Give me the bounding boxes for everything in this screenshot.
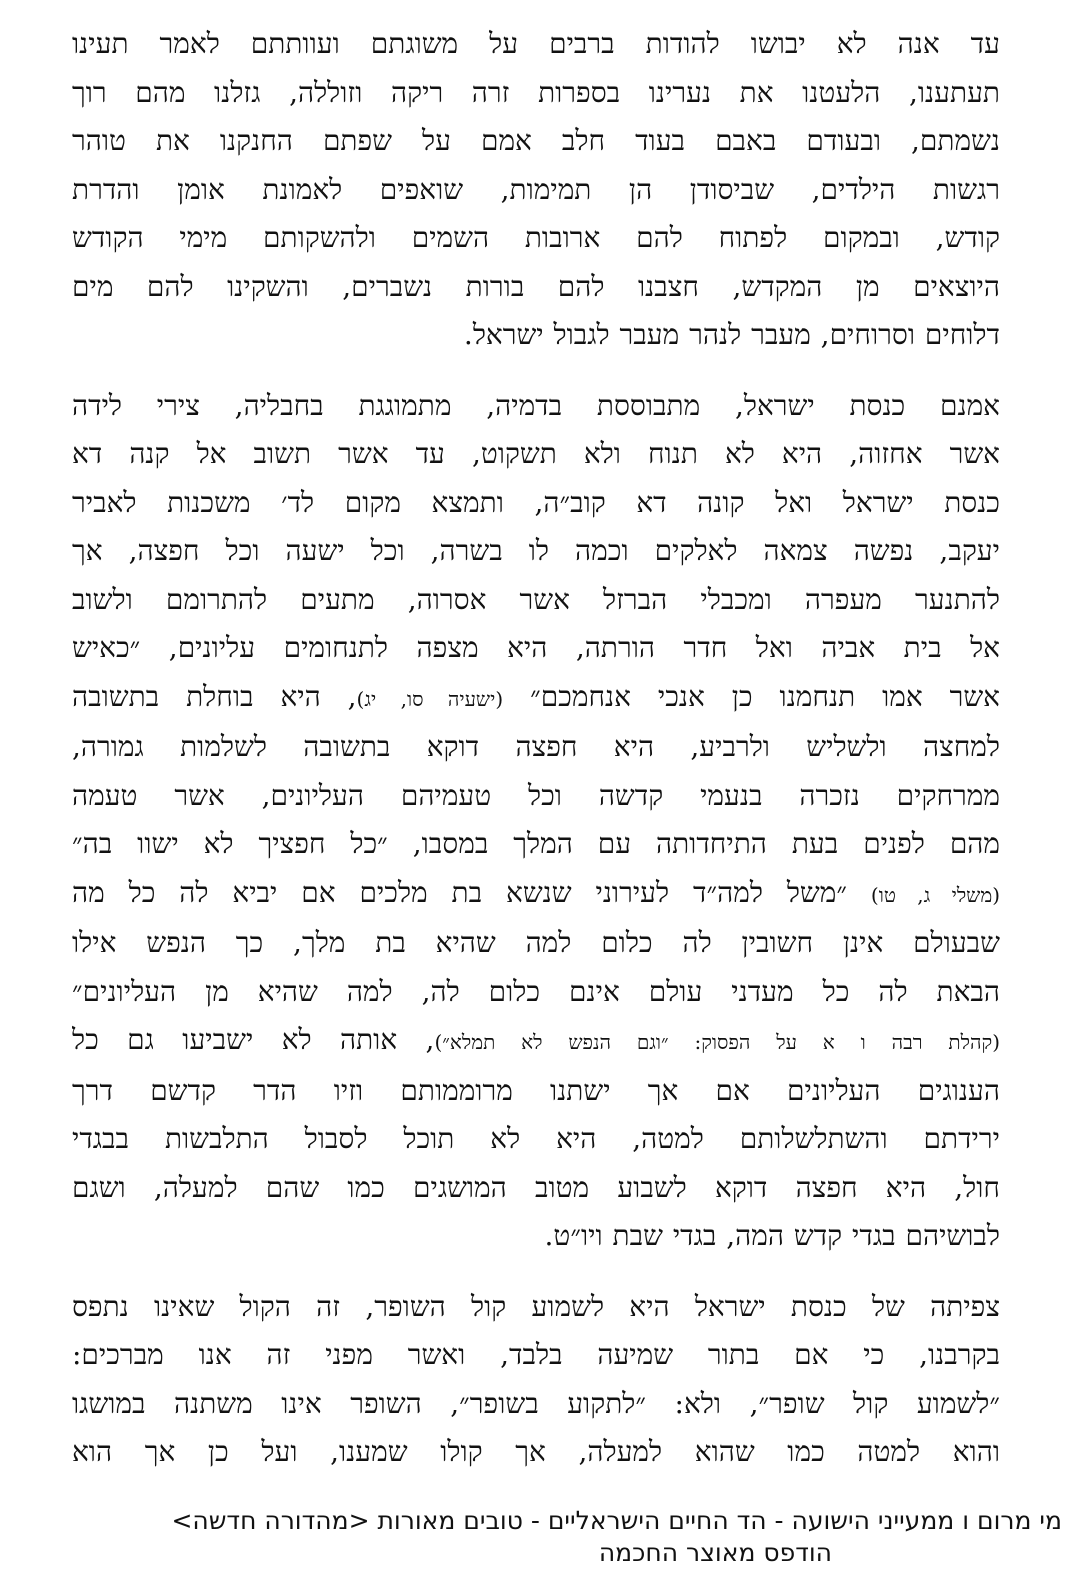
text-line-with-source [72, 869, 1000, 920]
text-line-with-source [72, 673, 1000, 724]
text-line: ״לשמוע קול שופר״, ולא: ״לתקוע בשופר״, השופר אינו משתנה במושגו [72, 1386, 1000, 1420]
text-line: יעקב, נפשה צמאה לאלקים וכמה לו בשרה, וכל ישעה וכל חפצה, אך [72, 534, 1000, 567]
text-line: ירידתם והשתלשלותם למטה, היא לא תוכל לסבול התלבשות בבגדי [72, 1122, 1000, 1155]
text-line: חול, היא חפצה דוקא לשבוע מטוב המושגים כמו שהם למעלה, ושגם [72, 1170, 1000, 1204]
text-line: להתנער מעפרה ומכבלי הברזל אשר אסרוה, מתעים להתרומם ולשוב [72, 582, 1000, 616]
source-citation: (משלי ג, טו) [870, 882, 1000, 907]
text-line: אשר אחזוה, היא לא תנוח ולא תשקוט, עד אשר תשוב אל קנה דא [72, 437, 1000, 470]
paragraph-1 [72, 20, 1000, 360]
text-segment: , היא בוחלת בתשובה [72, 679, 357, 713]
text-line: אל בית אביה ואל חדר הורתה, היא מצפה לתנחומים עליונים, ״כאיש [72, 631, 1000, 664]
source-citation: (קהלת רבה ו א על הפסוק: ״וגם הנפש לא תמלא״) [434, 1030, 1000, 1054]
text-line: כנסת ישראל ואל קונה דא קוב״ה, ותמצא מקום לד׳ משכנות לאביר [72, 485, 1000, 519]
text-line: תעתענו, הלעטנו את נערינו בספרות זרה ריקה וזוללה, גזלנו מהם רוך [72, 75, 1000, 109]
text-segment: ״משל למה״ד לעירוני שנשא בת מלכים אם יביא לה כל מה [72, 875, 871, 909]
source-citation: (ישעיה סו, יג) [356, 686, 504, 711]
text-line: רגשות הילדים, שביסודן הן תמימות, שואפים לאמונת אומן והדרת [72, 172, 1000, 206]
text-line: צפיתה של כנסת ישראל היא לשמוע קול השופר, זה הקול שאינו נתפס [72, 1289, 1000, 1323]
paragraph-2 [72, 382, 1000, 1261]
footer-book-title: מי מרום ו ממעייני הישועה - הד החיים הישראליים - טובים מאורות <מהדורה חדשה> [171, 1506, 1062, 1535]
document-page [72, 20, 1000, 1499]
paragraph-3 [72, 1283, 1000, 1477]
text-line: למחצה ולשליש ולרביע, היא חפצה דוקא בתשובה לשלמות גמורה, [72, 730, 1000, 763]
text-line: מהם לפנים בעת התיחדותה עם המלך במסבו, ״כל חפציך לא ישוו בה״ [72, 827, 1000, 860]
text-line: לבושיהם בגדי קדש המה, בגדי שבת ויו״ט. [544, 1219, 1000, 1252]
text-segment: , אותה לא ישביעו גם כל [72, 1023, 435, 1056]
footer-printed-from: הודפס מאוצר החכמה [598, 1538, 832, 1567]
text-line: הבאת לה כל מעדני עולם אינם כלום לה, למה שהיא מן העליונים״ [72, 974, 1000, 1008]
text-line: עד אנה לא יבושו להודות ברבים על משוגתם ועוותתם לאמר תעינו [72, 27, 1000, 60]
text-line: בקרבנו, כי אם בתור שמיעה בלבד, ואשר מפני זה אנו מברכים: [72, 1338, 1000, 1371]
text-line: שבעולם אינן חשובין לה כלום למה שהיא בת מלך, כך הנפש אילו [72, 926, 1000, 959]
text-segment: אשר אמו תנחמנו כן אנכי אנחמכם״ [503, 679, 1000, 713]
text-line: והוא למטה כמו שהוא למעלה, אך קולו שמענו, ועל כן אך הוא [72, 1435, 1000, 1468]
text-line: דלוחים וסרוחים, מעבר לנהר מעבר לגבול ישראל. [463, 318, 1000, 351]
text-line: ממרחקים נזכרה בנעמי קדשה וכל טעמיהם העליונים, אשר טעמה [72, 778, 1000, 812]
text-line: קודש, ובמקום לפתוח להם ארובות השמים ולהשקותם מימי הקודש [72, 221, 1000, 254]
page-footer [0, 1505, 1092, 1569]
text-line: היוצאים מן המקדש, חצבנו להם בורות נשברים, והשקינו להם מים [72, 269, 1000, 303]
text-line: נשמתם, ובעודם באבם בעוד חלב אמם על שפתם החנקנו את טוהר [72, 124, 1000, 157]
text-line: הענוגים העליונים אם אך ישתנו מרוממותם וזיו הדר קדשם דרך [72, 1073, 1000, 1107]
text-line: אמנם כנסת ישראל, מתבוססת בדמיה, מתמוגגת בחבליה, צירי לידה [72, 388, 1000, 422]
text-line-with-source [72, 1016, 1000, 1067]
